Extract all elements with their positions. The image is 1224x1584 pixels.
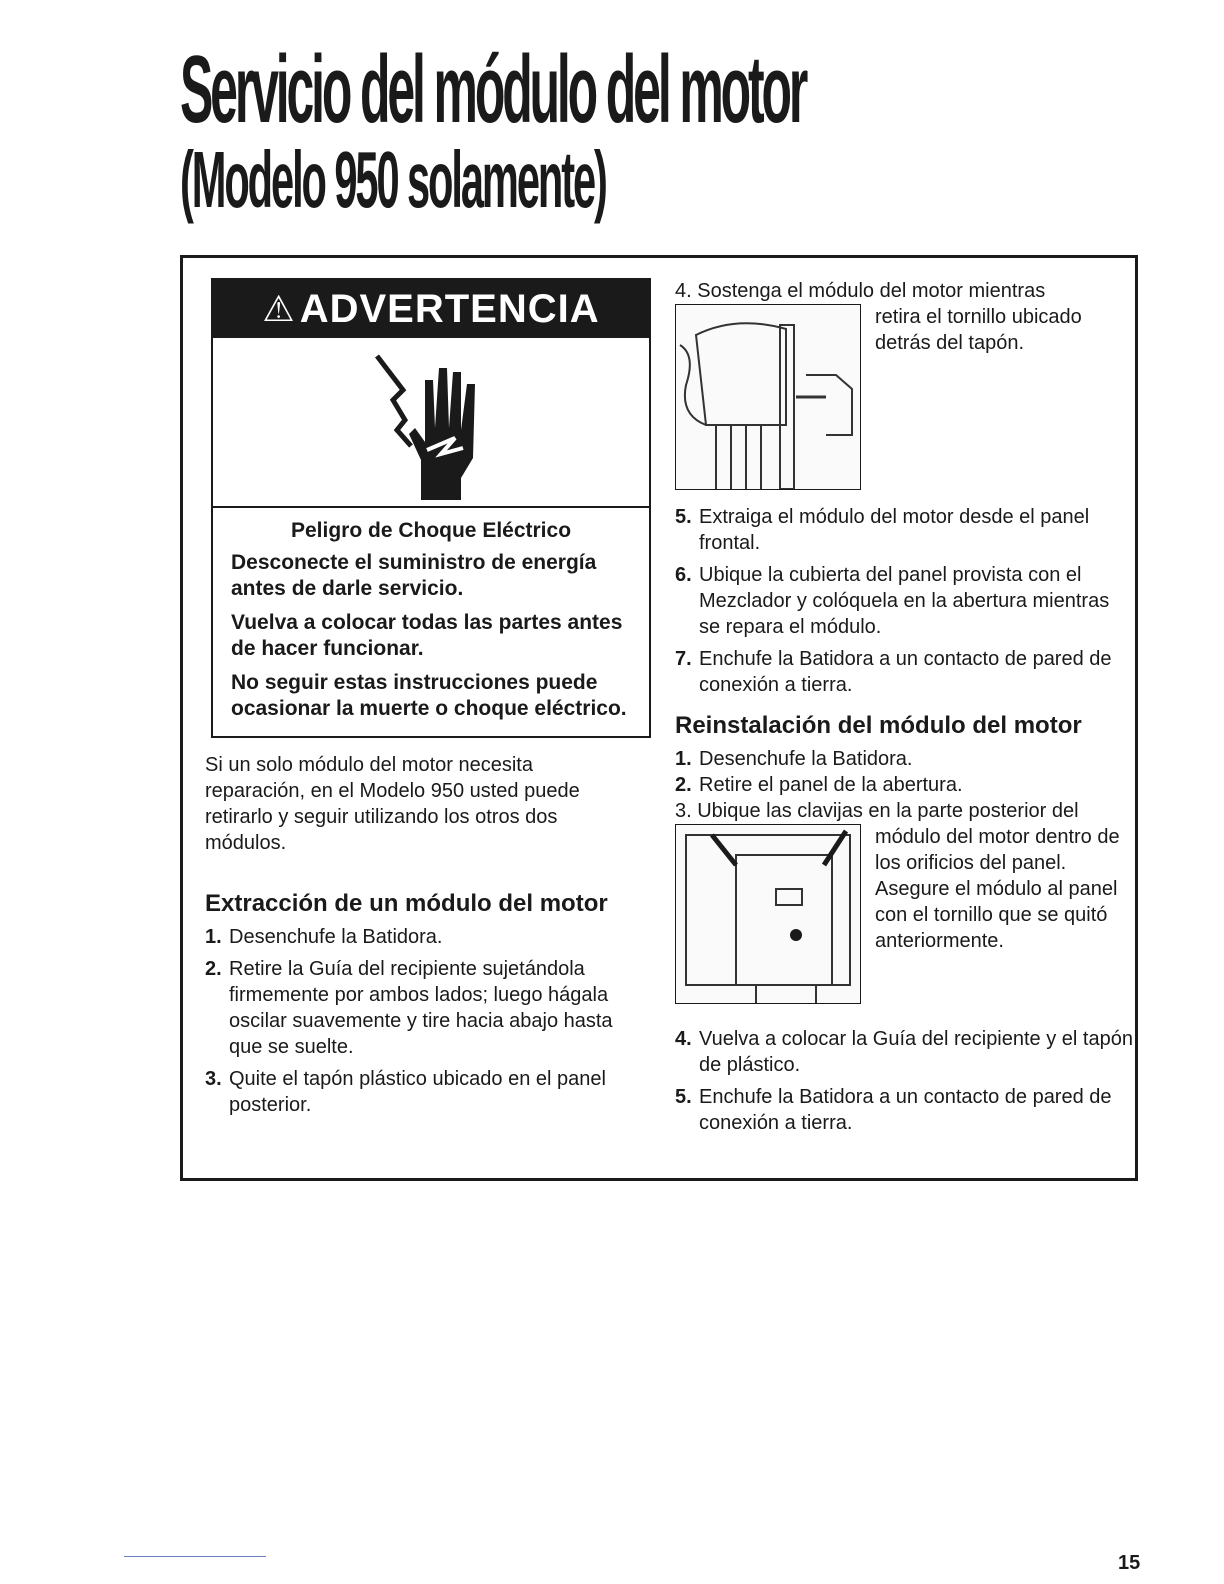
list-item: 7. Enchufe la Batidora a un contacto de pared de conexión a tierra. <box>675 648 1112 696</box>
step3-rest: módulo del motor dentro de los orificios del panel. Asegure el módulo al panel con el tornillo que se quitó anteriormente. <box>875 826 1120 952</box>
warning-line: Desconecte el suministro de energía antes de darle servicio. <box>231 551 597 600</box>
footer-line <box>124 1556 266 1557</box>
electric-shock-hand-icon <box>363 350 503 500</box>
list-item: 2. Retire la Guía del recipiente sujetándola firmemente por ambos lados; luego hágala oscilar suavemente y tire hacia abajo hasta que se suelte. <box>205 958 613 1058</box>
step4-lead: 4. Sostenga el módulo del motor mientras <box>675 280 1046 302</box>
extraction-heading: Extracción de un módulo del motor <box>205 890 608 917</box>
list-item: 4. Vuelva a colocar la Guía del recipiente y el tapón de plástico. <box>675 1028 1133 1076</box>
step3-figure-row <box>675 824 1135 1004</box>
list-item: 5. Enchufe la Batidora a un contacto de pared de conexión a tierra. <box>675 1086 1112 1134</box>
step3-lead: 3. Ubique las clavijas en la parte posterior del <box>675 800 1079 822</box>
extraction-steps <box>205 924 645 1118</box>
left-column <box>205 278 645 1124</box>
list-item: 1. Desenchufe la Batidora. <box>675 748 913 770</box>
warning-heading: Peligro de Choque Eléctrico <box>290 519 572 542</box>
warning-pictogram <box>213 338 649 508</box>
warning-triangle-icon: ⚠ <box>262 288 296 329</box>
warning-text <box>213 508 649 736</box>
intro-paragraph: Si un solo módulo del motor necesita reparación, en el Modelo 950 usted puede retirarlo y seguir utilizando los otros dos módulos. <box>205 754 580 854</box>
list-item: 1. Desenchufe la Batidora. <box>205 926 443 948</box>
warning-line: Vuelva a colocar todas las partes antes de hacer funcionar. <box>231 611 623 660</box>
page-title: Servicio del módulo del motor <box>180 36 806 143</box>
reinstall-heading: Reinstalación del módulo del motor <box>675 712 1082 739</box>
motor-module-illustration-icon <box>676 305 860 489</box>
motor-module-reinstall-illustration <box>675 824 861 1004</box>
content-frame <box>180 255 1138 1181</box>
title-block <box>180 36 1180 224</box>
motor-module-removal-illustration <box>675 304 861 490</box>
panel-pins-illustration-icon <box>676 825 860 1003</box>
removal-steps-continued <box>675 504 1135 698</box>
list-item: 5. Extraiga el módulo del motor desde el panel frontal. <box>675 506 1090 554</box>
step4-rest: retira el tornillo ubicado detrás del tapón. <box>875 306 1082 354</box>
reinstall-steps <box>675 746 1135 798</box>
warning-header-label: ADVERTENCIA <box>299 286 600 331</box>
list-item: 6. Ubique la cubierta del panel provista con el Mezclador y colóquela en la abertura mientras se repara el módulo. <box>675 564 1110 638</box>
page-subtitle: (Modelo 950 solamente) <box>180 135 606 224</box>
warning-box <box>211 278 651 738</box>
page-number: 15 <box>1118 1552 1141 1574</box>
reinstall-steps-continued <box>675 1026 1135 1136</box>
warning-header <box>213 280 649 338</box>
right-column <box>675 278 1135 1142</box>
warning-line: No seguir estas instrucciones puede ocasionar la muerte o choque eléctrico. <box>231 671 627 720</box>
step4-figure-row <box>675 304 1135 490</box>
list-item: 2. Retire el panel de la abertura. <box>675 774 963 796</box>
list-item: 3. Quite el tapón plástico ubicado en el panel posterior. <box>205 1068 606 1116</box>
